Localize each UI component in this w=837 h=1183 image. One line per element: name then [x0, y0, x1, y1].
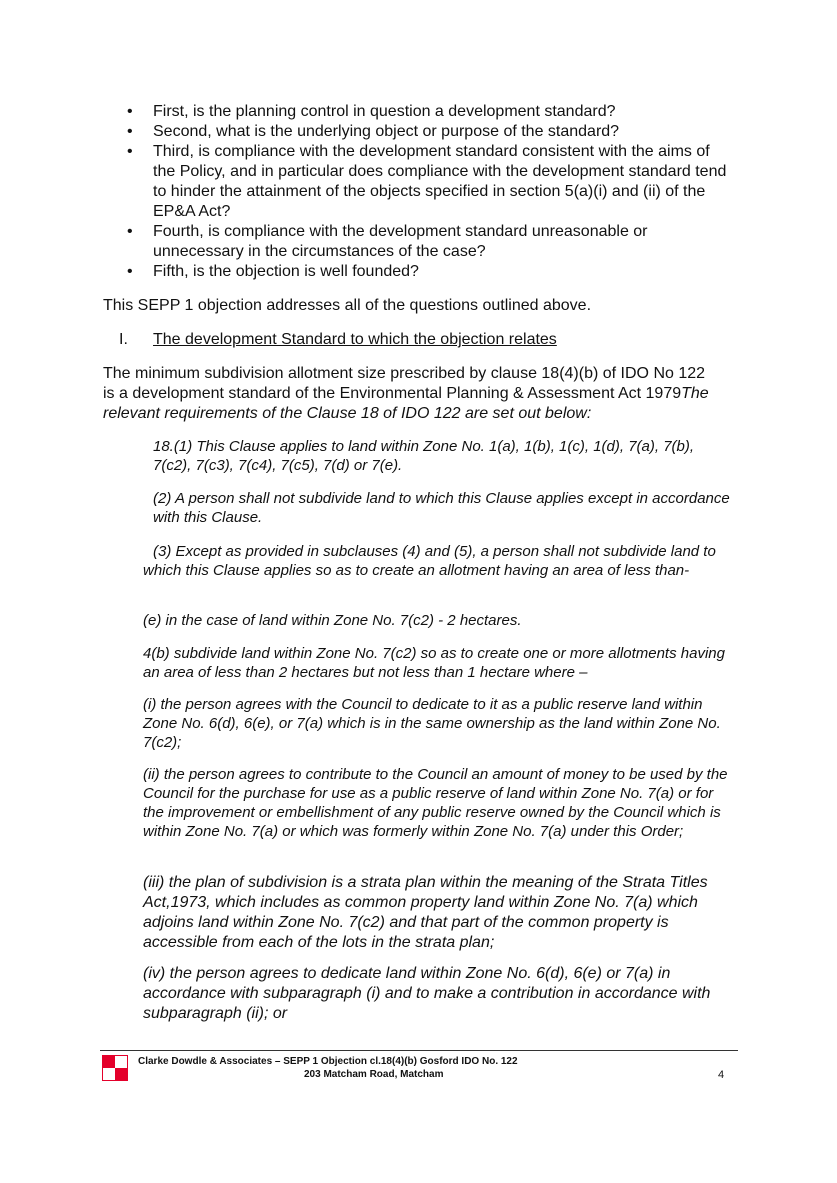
intro-paragraph: This SEPP 1 objection addresses all of the questions outlined above. — [103, 297, 592, 314]
body-italic-text: The relevant requirements of the Clause 18 of IDO 122 are set out below: — [103, 385, 709, 422]
section-heading — [119, 330, 557, 350]
bullet-item: • Third, is compliance with the development standard consistent with the aims of the Policy, and in particular does compliance with the development standard tend to hinder the attainment of the objects specified in section 5(a)(i) and (ii) of the EP&A Act? — [124, 142, 734, 222]
clause-quote-5: 4(b) subdivide land within Zone No. 7(c2) so as to create one or more allotments having an area of less than 2 hectares but not less than 1 hectare where – — [143, 645, 725, 681]
company-logo — [102, 1055, 128, 1081]
footer-line-2: 203 Matcham Road, Matcham — [304, 1069, 444, 1080]
page-number: 4 — [718, 1069, 725, 1081]
body-regular-text: The minimum subdivision allotment size prescribed by clause 18(4)(b) of IDO No 122 is a development standard of the Environmental Planning & Assessment Act 1979 — [103, 365, 706, 402]
clause-quote-2: (2) A person shall not subdivide land to which this Clause applies except in accordance with this Clause. — [153, 490, 730, 526]
bullet-item: • Second, what is the underlying object or purpose of the standard? — [124, 122, 734, 142]
footer-text — [138, 1055, 518, 1081]
section-number: I. — [119, 331, 128, 348]
footer-line-1: Clarke Dowdle & Associates – SEPP 1 Objection cl.18(4)(b) Gosford IDO No. 122 — [138, 1056, 518, 1067]
bullet-item: • First, is the planning control in question a development standard? — [124, 102, 734, 122]
section-title: The development Standard to which the objection relates — [153, 331, 557, 348]
question-bullet-list — [124, 102, 734, 282]
clause-quote-7: (ii) the person agrees to contribute to the Council an amount of money to be used by the Council for the purchase for use as a public reserve of land within Zone No. 7(a) or for the improvement or embellishment of any public reserve owned by the Council which is within Zone No. 7(a) or which was formerly within Zone No. 7(a) under this Order; — [143, 766, 728, 840]
body-paragraph — [103, 364, 711, 424]
clause-quote-8: (iii) the plan of subdivision is a strata plan within the meaning of the Strata Titles Act,1973, which includes as common property land within Zone No. 7(a) which adjoins land within Zone No. 7(c2) and that part of the common property is accessible from each of the lots in the strata plan; — [143, 874, 708, 951]
clause-quote-9: (iv) the person agrees to dedicate land within Zone No. 6(d), 6(e) or 7(a) in accordance with subparagraph (i) and to make a contribution in accordance with subparagraph (ii); or — [143, 965, 711, 1022]
bullet-item: • Fifth, is the objection is well founded? — [124, 262, 734, 282]
logo-border — [102, 1055, 128, 1081]
clause-quote-4: (e) in the case of land within Zone No. 7(c2) - 2 hectares. — [143, 612, 522, 629]
clause-quote-3: (3) Except as provided in subclauses (4) and (5), a person shall not subdivide land to which this Clause applies so as to create an allotment having an area of less than- — [143, 543, 716, 579]
clause-quote-6: (i) the person agrees with the Council to dedicate to it as a public reserve land within Zone No. 6(d), 6(e), or 7(a) which is in the same ownership as the land within Zone No. 7(c2); — [143, 696, 721, 751]
footer-divider — [100, 1050, 738, 1051]
bullet-item: • Fourth, is compliance with the development standard unreasonable or unnecessary in the circumstances of the case? — [124, 222, 734, 262]
clause-quote-1: 18.(1) This Clause applies to land within Zone No. 1(a), 1(b), 1(c), 1(d), 7(a), 7(b), 7(c2), 7(c3), 7(c4), 7(c5), 7(d) or 7(e). — [153, 438, 695, 474]
